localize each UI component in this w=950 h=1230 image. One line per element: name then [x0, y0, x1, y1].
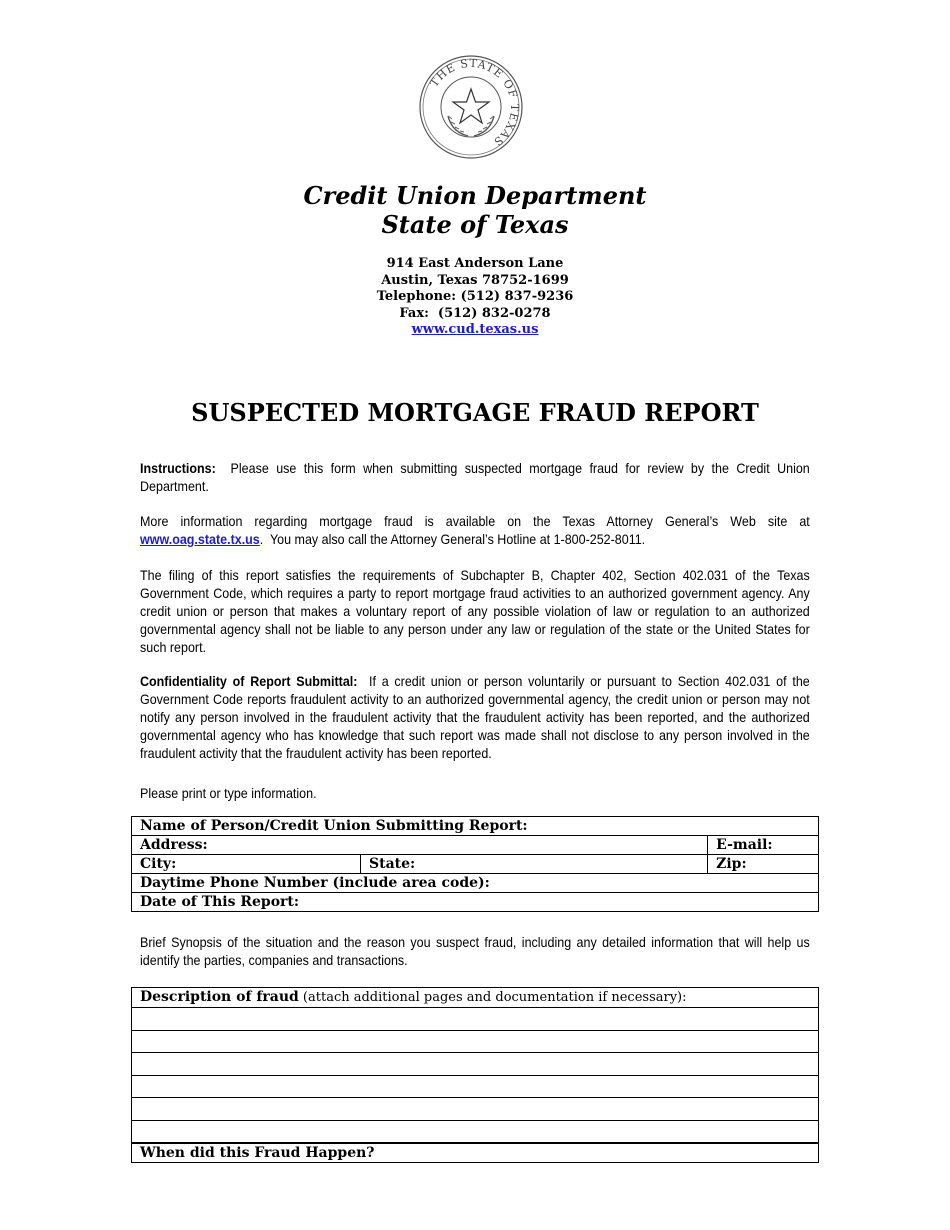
instructions-text: Please use this form when submitting suspected mortgage fraud for review by the Credit Union Department.: [140, 461, 814, 494]
state-name: State of Texas: [381, 210, 569, 239]
more-info-after: . You may also call the Attorney General’s Hotline at 1-800-252-8011.: [259, 532, 646, 547]
svg-text:THE STATE OF TEXAS: THE STATE OF TEXAS: [427, 56, 522, 149]
description-line[interactable]: [132, 1030, 819, 1053]
description-form: [131, 987, 819, 1163]
name-field[interactable]: Name of Person/Credit Union Submitting Report:: [132, 817, 819, 836]
confidentiality-text: If a credit union or person voluntarily or pursuant to Section 402.031 of the Government Code reports fraudulent activity to an authorized governmental agency, the credit union or person may not notify any person involved in the fraudulent activity that the fraudulent activity has been reported, and the authorized governmental agency who has knowledge that such report was made shall not disclose to any person involved in the fraudulent activity that the fraudulent activity has been reported.: [140, 674, 814, 761]
confidentiality-label: Confidentiality of Report Submittal:: [140, 674, 358, 689]
when-fraud-happened-field[interactable]: When did this Fraud Happen?: [132, 1143, 819, 1163]
address-field[interactable]: Address:: [132, 836, 708, 855]
oag-link[interactable]: www.oag.state.tx.us: [140, 532, 260, 547]
state-field[interactable]: State:: [361, 855, 708, 874]
description-line[interactable]: [132, 1008, 819, 1031]
description-line[interactable]: [132, 1120, 819, 1143]
fax: Fax: (512) 832-0278: [399, 305, 551, 321]
zip-field[interactable]: Zip:: [708, 855, 819, 874]
description-label: Description of fraud: [140, 989, 299, 1005]
report-date-field[interactable]: Date of This Report:: [132, 893, 819, 912]
instructions-paragraph: [140, 460, 814, 496]
texas-state-seal: [418, 54, 524, 160]
description-line[interactable]: [132, 1075, 819, 1098]
print-note: Please print or type information.: [140, 786, 317, 801]
city-field[interactable]: City:: [132, 855, 361, 874]
department-name: Credit Union Department: [303, 181, 647, 210]
filing-paragraph: The filing of this report satisfies the requirements of Subchapter B, Chapter 402, Section 402.031 of the Texas Government Code, which requires a party to report mortgage fraud activities to an authorized government agency. Any credit union or person that makes a voluntary report of any possible violation of law or regulation to an authorized governmental agency shall not be liable to any person under any law or regulation of the state or the United States for such report.: [140, 568, 810, 655]
email-field[interactable]: E-mail:: [708, 836, 819, 855]
contact-block: [0, 256, 950, 339]
website-link[interactable]: www.cud.texas.us: [411, 322, 539, 337]
telephone: Telephone: (512) 837-9236: [376, 289, 574, 304]
page-title: SUSPECTED MORTGAGE FRAUD REPORT: [191, 398, 759, 427]
synopsis-paragraph: Brief Synopsis of the situation and the reason you suspect fraud, including any detailed information that will help us identify the parties, companies and transactions.: [140, 935, 810, 968]
phone-field[interactable]: Daytime Phone Number (include area code):: [132, 874, 819, 893]
description-line[interactable]: [132, 1053, 819, 1076]
instructions-label: Instructions:: [140, 461, 216, 476]
more-info-paragraph: [140, 513, 810, 549]
confidentiality-paragraph: [140, 673, 814, 763]
more-info-text: More information regarding mortgage fraud is available on the Texas Attorney General’s Web site at: [140, 514, 810, 529]
address-line-1: 914 East Anderson Lane: [386, 256, 564, 271]
submitter-form: [131, 816, 819, 912]
address-line-2: Austin, Texas 78752-1699: [381, 272, 569, 288]
description-note: (attach additional pages and documentation if necessary):: [298, 990, 687, 1005]
description-header: [132, 988, 819, 1008]
description-line[interactable]: [132, 1098, 819, 1121]
